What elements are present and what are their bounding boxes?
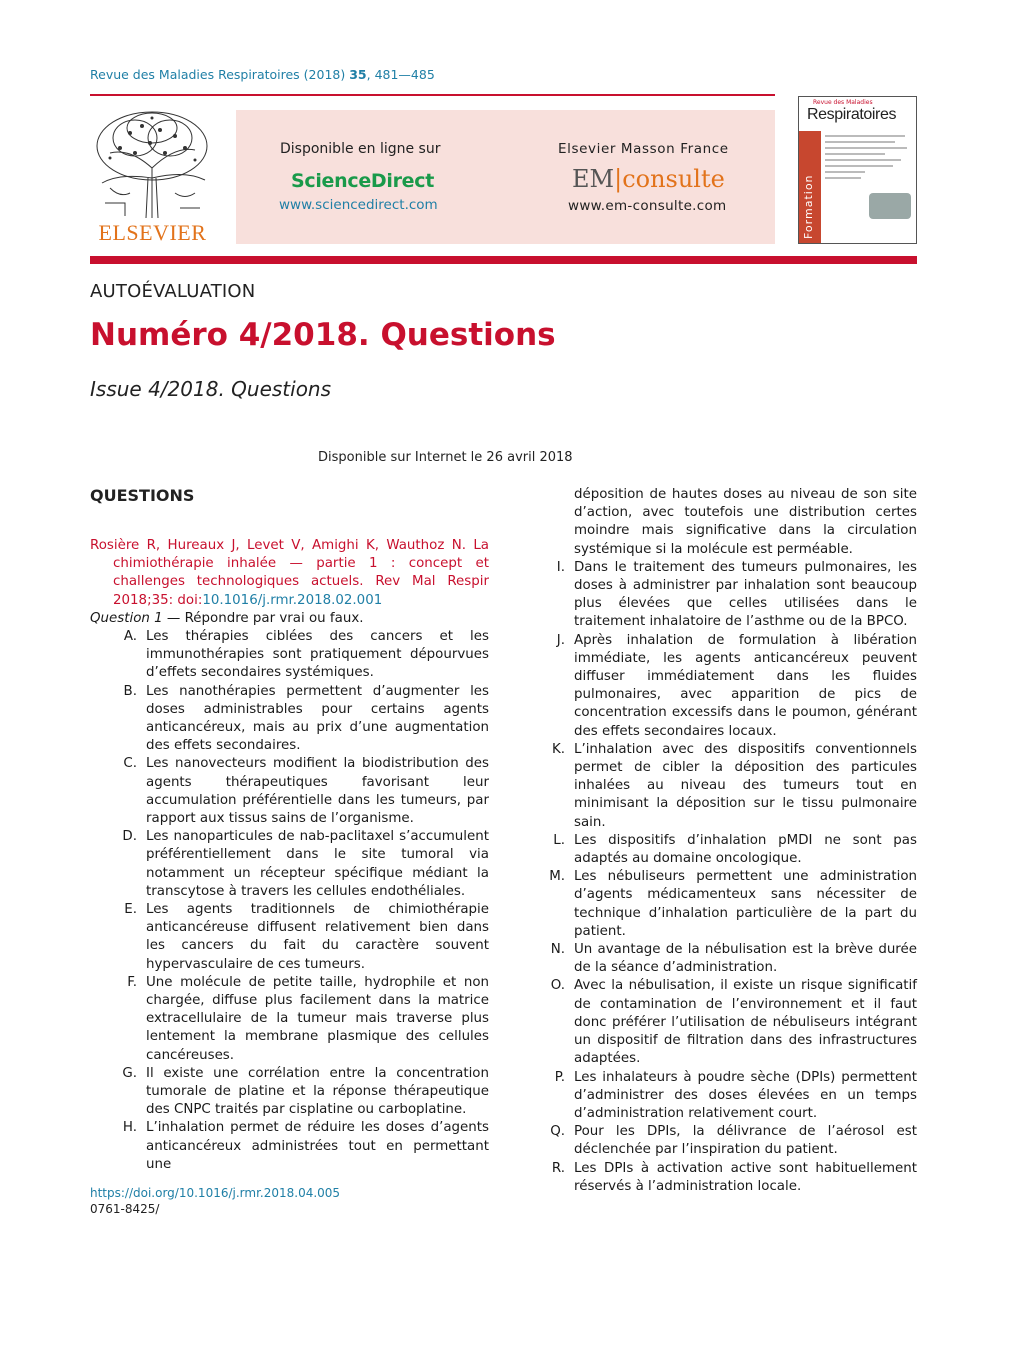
list-item	[117, 683, 489, 756]
list-item	[545, 941, 917, 977]
item-letter: F.	[127, 974, 137, 990]
reference-text: Rosière R, Hureaux J, Levet V, Amighi K, Wauthoz N. La chimiothérapie inhalée — partie 1 : concept et challenges technologiques actuels. Rev Mal Respir 2018;35:	[90, 538, 489, 608]
item-letter: R.	[551, 1160, 565, 1176]
item-text: Pour les DPIs, la délivrance de l’aérosol est déclenchée par l’inspiration du patient.	[574, 1124, 917, 1158]
item-letter: A.	[123, 629, 137, 644]
section-label: AUTOÉVALUATION	[90, 281, 256, 302]
journal-reference[interactable]: Revue des Maladies Respiratoires (2018) 35, 481—485	[90, 67, 435, 82]
journal-name: Revue des Maladies Respiratoires (2018)	[90, 67, 346, 82]
list-item	[545, 977, 917, 1068]
elsevier-tree-icon	[90, 108, 215, 220]
em-logo-consulte: consulte	[622, 165, 725, 193]
cover-band-text: Formation	[802, 174, 815, 239]
item-letter: J.	[556, 632, 565, 648]
cover-title: Respiratoires	[807, 106, 897, 123]
availability-date: Disponible sur Internet le 26 avril 2018	[318, 450, 573, 465]
item-text: L’inhalation avec des dispositifs conventionnels permet de cibler la déposition des particules inhalées au niveau des tumeurs tout en minimisant la déposition sur le tissu pulmonaire sain.	[574, 741, 917, 830]
item-text: Les nanovecteurs modifient la biodistribution des agents thérapeutiques favorisant leur accumulation préférentielle dans les tumeurs, par rapport aux tissus sains de l’organisme.	[146, 756, 489, 827]
available-online-label: Disponible en ligne sur	[280, 141, 441, 157]
source-reference	[90, 537, 489, 610]
item-letter: L.	[553, 832, 565, 848]
list-item	[545, 1160, 917, 1196]
publisher-info-box	[236, 110, 775, 244]
list-item	[117, 1065, 489, 1120]
question-label: Question 1 —	[90, 611, 181, 626]
item-letter: C.	[123, 756, 137, 772]
item-text: Les nébuliseurs permettent une administration d’agents médicamenteux sans nécessiter de technique d’inhalation particulière de la part du patient.	[574, 869, 917, 939]
list-item	[545, 832, 917, 868]
list-item	[545, 868, 917, 941]
list-item	[545, 741, 917, 832]
list-item	[545, 559, 917, 632]
list-item	[117, 828, 489, 901]
item-letter: D.	[122, 829, 137, 845]
article-subtitle: Issue 4/2018. Questions	[90, 377, 332, 401]
item-text: Les DPIs à activation active sont habituellement réservés à l’administration locale.	[574, 1160, 917, 1194]
reference-doi-prefix: doi:	[177, 592, 203, 608]
article-title: Numéro 4/2018. Questions	[90, 317, 556, 353]
journal-pages: 481—485	[374, 67, 435, 82]
cover-text-lines	[825, 135, 911, 183]
item-text: Les dispositifs d’inhalation pMDI ne sont pas adaptés au domaine oncologique.	[574, 832, 917, 867]
answer-list-right	[545, 486, 917, 1196]
item-text: Il existe une corrélation entre la concentration tumorale de platine et la réponse thérapeutique des CNPC traités par cisplatine ou carboplatine.	[146, 1065, 489, 1118]
item-letter: E.	[124, 902, 137, 918]
item-text: Une molécule de petite taille, hydrophile et non chargée, diffuse plus facilement dans la matrice extracellulaire de la tumeur mais traverse plus lentement la membrane plasmique des cellules cancéreuses.	[146, 974, 489, 1063]
em-logo-bar: |	[614, 165, 623, 193]
cover-small-text: Revue des Maladies	[813, 99, 873, 106]
questions-heading: QUESTIONS	[90, 486, 195, 505]
list-item	[545, 1123, 917, 1159]
item-letter: K.	[551, 741, 565, 757]
footer-doi-link[interactable]: https://doi.org/10.1016/j.rmr.2018.04.005	[90, 1186, 341, 1200]
list-item	[117, 755, 489, 828]
sciencedirect-logo[interactable]: ScienceDirect	[291, 170, 435, 192]
answer-list-left	[117, 628, 489, 1174]
list-item	[117, 628, 489, 683]
em-consulte-logo[interactable]	[572, 165, 725, 193]
item-letter: H.	[122, 1120, 137, 1136]
item-text: Un avantage de la nébulisation est la brève durée de la séance d’administration.	[574, 942, 917, 976]
em-consulte-link[interactable]: www.em-consulte.com	[568, 198, 727, 214]
item-letter: M.	[549, 869, 565, 885]
item-letter: Q.	[550, 1124, 565, 1140]
item-letter: B.	[123, 683, 137, 699]
header-divider	[90, 256, 917, 264]
item-letter: O.	[550, 978, 565, 994]
item-letter: G.	[122, 1065, 137, 1081]
list-item	[117, 974, 489, 1065]
elsevier-logo	[90, 108, 215, 246]
item-text: Les inhalateurs à poudre sèche (DPIs) permettent d’administrer des doses élevées en un temps d’administration relativement court.	[574, 1069, 917, 1121]
sciencedirect-link[interactable]: www.sciencedirect.com	[279, 197, 438, 213]
item-text: Dans le traitement des tumeurs pulmonaires, les doses à administrer par inhalation sont beaucoup plus élevées que celles utilisées dans le traitement inhalatoire de l’asthme ou de la BPCO.	[574, 559, 917, 630]
item-continuation: déposition de hautes doses au niveau de son site d’action, avec toutefois une distribution certes moindre mais significative dans la circulation systémique si la molécule est perméable.	[574, 487, 917, 557]
elsevier-wordmark: ELSEVIER	[98, 220, 207, 245]
em-logo-em: EM	[572, 165, 615, 193]
footer-issn: 0761-8425/	[90, 1202, 160, 1216]
journal-cover[interactable]	[798, 96, 917, 244]
question-prompt	[90, 610, 489, 628]
list-item	[545, 1069, 917, 1124]
cover-header	[799, 97, 916, 131]
reference-doi-link[interactable]: 10.1016/j.rmr.2018.02.001	[202, 592, 383, 608]
elsevier-masson-label: Elsevier Masson France	[558, 141, 729, 157]
list-item	[117, 901, 489, 974]
item-text: Les nanothérapies permettent d’augmenter les doses administrables pour certains agents anticancéreux, mais au prix d’une augmentation des effets secondaires.	[146, 683, 489, 754]
top-divider	[90, 94, 775, 96]
list-item	[117, 1119, 489, 1174]
item-letter: N.	[550, 942, 565, 958]
question-text: Répondre par vrai ou faux.	[180, 611, 364, 626]
item-letter: I.	[556, 559, 565, 575]
item-text: L’inhalation permet de réduire les doses d’agents anticancéreux administrées tout en permettant une	[146, 1120, 489, 1172]
item-text: Les nanoparticules de nab-paclitaxel s’accumulent préférentiellement dans le site tumoral via notamment un récepteur spécifique médiant la transcytose à travers les cellules endothéliales.	[146, 829, 489, 899]
item-text: Avec la nébulisation, il existe un risque significatif de contamination de l’environnement et il faut donc préférer l’utilisation de nébuliseurs intégrant un dispositif de filtration dans des infrastructures adaptées.	[574, 978, 917, 1067]
cover-image	[869, 193, 911, 219]
cover-band	[799, 131, 821, 243]
item-text: Les thérapies ciblées des cancers et les immunothérapies sont pratiquement dépourvues d’effets secondaires systémiques.	[146, 629, 489, 681]
item-text: Après inhalation de formulation à libération immédiate, les agents anticancéreux peuvent diffuser immédiatement dans les fluides pulmonaires, avec apparition de pics de concentration excessifs dans le poumon, générant des effets secondaires locaux.	[574, 632, 917, 739]
journal-volume: 35	[349, 67, 367, 82]
list-item	[545, 632, 917, 741]
item-letter: P.	[554, 1069, 565, 1085]
item-text: Les agents traditionnels de chimiothérapie anticancéreuse diffusent relativement bien dans les cancers du fait du caractère souvent hypervasculaire de ces tumeurs.	[146, 902, 489, 972]
